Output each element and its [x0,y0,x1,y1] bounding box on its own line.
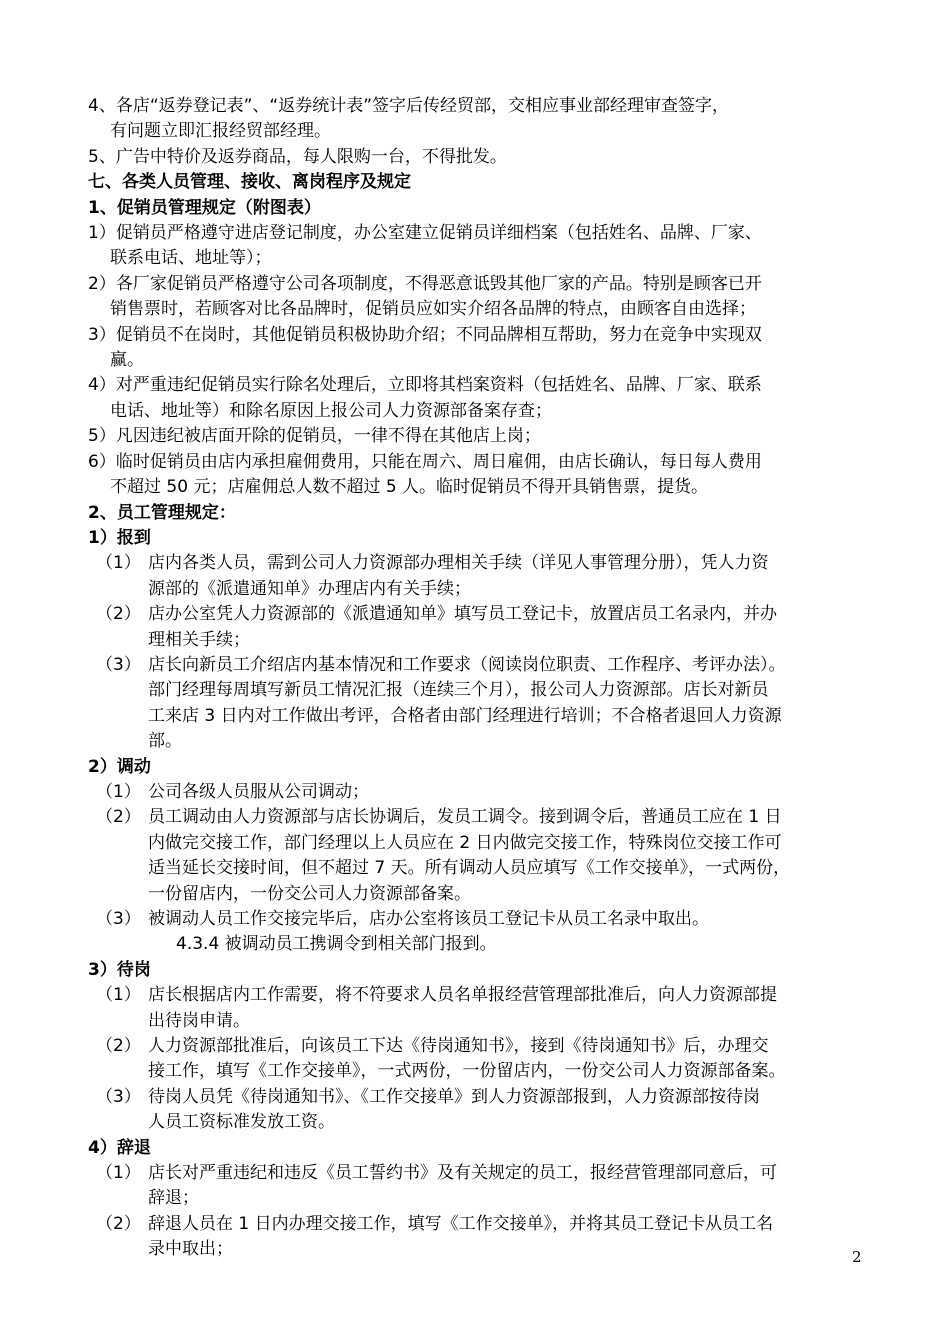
paragraph-line: 出待岗申请。 [148,1010,250,1031]
list-number: （3） [96,654,141,675]
list-number: （2） [96,604,141,625]
list-number: （1） [96,553,141,574]
list-item [88,1212,878,1237]
list-item [88,1034,878,1059]
document-body [88,94,878,1263]
list-text: 员工调动由人力资源部与店长协调后，发员工调令。接到调令后，普通员工应在 1 日 [148,807,782,828]
paragraph-line: 赢。 [110,350,144,371]
sub-heading: 3）待岗 [88,959,151,980]
paragraph-line: 部门经理每周填写新员工情况汇报（连续三个月），报公司人力资源部。店长对新员 [148,680,769,701]
page-number: 2 [852,1248,862,1266]
paragraph-line: 有问题立即汇报经贸部经理。 [110,121,331,142]
paragraph-line: 4.3.4 被调动员工携调令到相关部门报到。 [176,934,497,955]
list-item [88,907,878,932]
subsection-heading: 1、促销员管理规定（附图表） [88,197,321,218]
list-item [88,602,878,627]
paragraph-line: 适当延长交接时间，但不超过 7 天。所有调动人员应填写《工作交接单》，一式两份， [148,858,791,879]
paragraph-line: 联系电话、地址等）； [110,248,272,269]
list-text: 店长对严重违纪和违反《员工誓约书》及有关规定的员工，报经营管理部同意后，可 [148,1163,777,1184]
paragraph-line: 源部的《派遣通知单》办理店内有关手续； [148,578,471,599]
section-heading: 七、各类人员管理、接收、离岗程序及规定 [88,172,411,193]
list-item [88,780,878,805]
list-number: （1） [96,985,141,1006]
list-text: 店长根据店内工作需要，将不符要求人员名单报经营管理部批准后，向人力资源部提 [148,985,777,1006]
paragraph-line: 6）临时促销员由店内承担雇佣费用，只能在周六、周日雇佣，由店长确认，每日每人费用 [88,451,762,472]
paragraph-line: 1）促销员严格遵守进店登记制度，办公室建立促销员详细档案（包括姓名、品牌、厂家、 [88,223,762,244]
list-number: （1） [96,781,141,802]
sub-heading: 2）调动 [88,756,151,777]
paragraph-line: 接工作，填写《工作交接单》，一式两份，一份留店内，一份交公司人力资源部备案。 [148,1061,786,1082]
list-item [88,983,878,1008]
paragraph-line: 5、广告中特价及返券商品，每人限购一台，不得批发。 [88,146,507,167]
list-number: （1） [96,1163,141,1184]
paragraph-line: 4、各店“返券登记表”、“返券统计表”签字后传经贸部，交相应事业部经理审查签字， [88,96,730,116]
list-text: 店内各类人员，需到公司人力资源部办理相关手续（详见人事管理分册），凭人力资 [148,553,769,574]
list-item [88,805,878,830]
list-text: 辞退人员在 1 日内办理交接工作，填写《工作交接单》，并将其员工登记卡从员工名 [148,1213,774,1234]
list-item [88,1161,878,1186]
sub-heading: 1）报到 [88,527,151,548]
paragraph-line: 销售票时，若顾客对比各品牌时，促销员应如实介绍各品牌的特点，由顾客自由选择； [110,299,756,320]
list-number: （3） [96,909,141,929]
paragraph-line: 4）对严重违纪促销员实行除名处理后，立即将其档案资料（包括姓名、品牌、厂家、联系 [88,375,762,396]
paragraph-line: 5）凡因违纪被店面开除的促销员，一律不得在其他店上岗； [88,426,541,447]
paragraph-line: 人员工资标准发放工资。 [148,1112,335,1133]
paragraph-line: 录中取出； [148,1239,233,1260]
list-item [88,551,878,576]
paragraph-line: 理相关手续； [148,629,250,650]
list-item [88,653,878,678]
list-number: （2） [96,1036,141,1057]
paragraph-line: 工来店 3 日内对工作做出考评，合格者由部门经理进行培训；不合格者退回人力资源 [148,705,782,726]
paragraph-line: 2）各厂家促销员严格遵守公司各项制度，不得恶意诋毁其他厂家的产品。特别是顾客已开 [88,273,762,294]
paragraph-line: 辞退； [148,1188,199,1209]
list-number: （3） [96,1086,141,1107]
paragraph-line: 一份留店内，一份交公司人力资源部备案。 [148,883,471,904]
paragraph-line: 不超过 50 元；店雇佣总人数不超过 5 人。临时促销员不得开具销售票，提货。 [110,477,709,498]
list-text: 店办公室凭人力资源部的《派遣通知单》填写员工登记卡，放置店员工名录内，并办 [148,604,777,625]
subsection-heading: 2、员工管理规定： [88,502,236,523]
list-number: （2） [96,1213,141,1234]
list-item [88,1085,878,1110]
list-text: 公司各级人员服从公司调动； [148,781,369,802]
paragraph-line: 3）促销员不在岗时，其他促销员积极协助介绍；不同品牌相互帮助，努力在竞争中实现双 [88,324,762,345]
sub-heading: 4）辞退 [88,1137,151,1158]
paragraph-line: 电话、地址等）和除名原因上报公司人力资源部备案存查； [110,400,552,421]
list-text: 被调动人员工作交接完毕后，店办公室将该员工登记卡从员工名录中取出。 [148,909,709,929]
paragraph-line: 部。 [148,731,182,752]
list-text: 待岗人员凭《待岗通知书》、《工作交接单》到人力资源部报到，人力资源部按待岗 [148,1086,760,1107]
paragraph-line: 内做完交接工作，部门经理以上人员应在 2 日内做完交接工作，特殊岗位交接工作可 [148,832,782,853]
list-text: 店长向新员工介绍店内基本情况和工作要求（阅读岗位职责、工作程序、考评办法）。 [148,654,786,675]
list-number: （2） [96,807,141,828]
list-text: 人力资源部批准后，向该员工下达《待岗通知书》，接到《待岗通知书》后，办理交 [148,1036,769,1057]
